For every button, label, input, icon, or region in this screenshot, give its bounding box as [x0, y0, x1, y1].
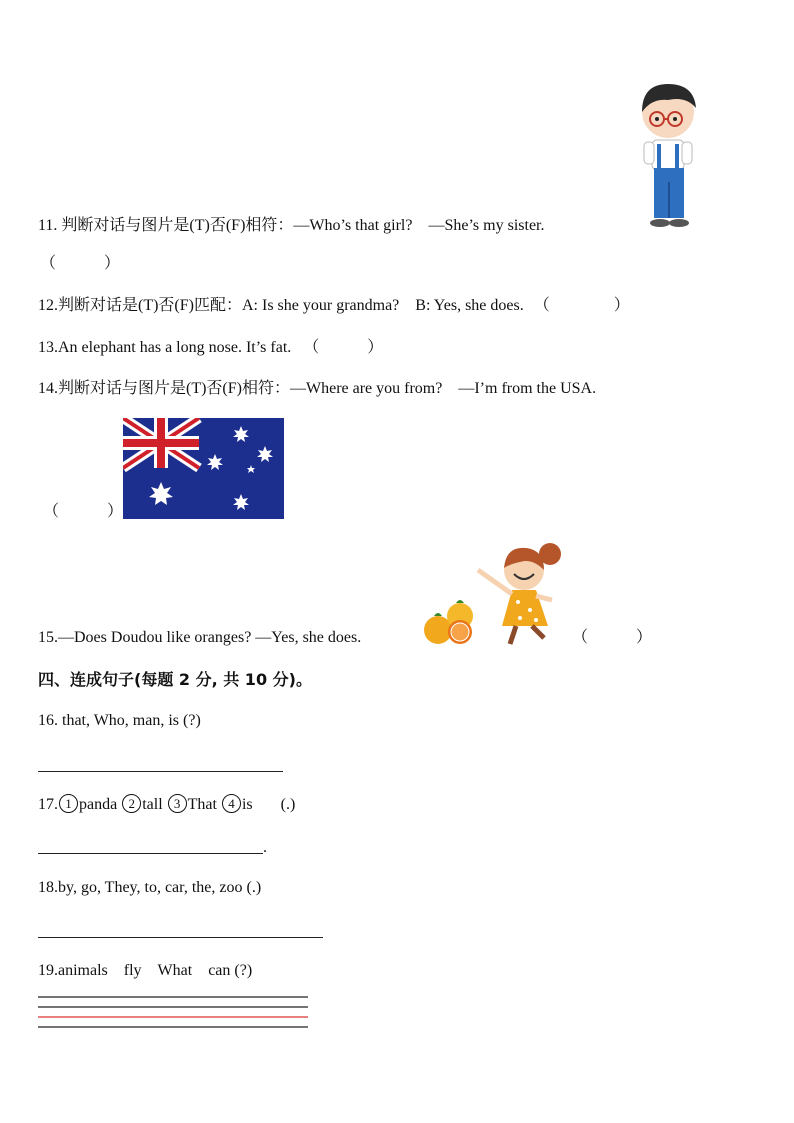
answer-17-period: .	[263, 839, 267, 856]
writing-guide-lines[interactable]	[38, 994, 308, 1030]
section-4-heading: 四、连成句子(每题 2 分, 共 10 分)。	[38, 670, 312, 689]
word-is: is	[241, 796, 253, 813]
question-18: 18.by, go, They, to, car, the, zoo (.)	[38, 879, 262, 896]
answer-paren-12[interactable]: （ ）	[533, 297, 630, 314]
answer-paren-13[interactable]: （ ）	[303, 339, 384, 356]
question-13	[38, 338, 383, 358]
question-11: 11. 判断对话与图片是(T)否(F)相符：—Who’s that girl? —She’s my sister.	[38, 217, 545, 234]
question-12	[38, 296, 630, 316]
word-panda: panda	[79, 796, 118, 813]
circled-number-4: 4	[222, 794, 241, 813]
boy-illustration	[630, 82, 705, 232]
answer-paren-11[interactable]: （ ）	[40, 255, 121, 272]
question-19: 19.animals fly What can (?)	[38, 962, 253, 979]
australia-flag-image	[123, 418, 284, 519]
answer-line-18[interactable]	[38, 937, 323, 938]
answer-paren-14[interactable]: （ ）	[43, 503, 124, 520]
circled-number-1: 1	[59, 794, 78, 813]
question-12-text: 12.判断对话是(T)否(F)匹配：A: Is she your grandma? B: Yes, she does.	[38, 297, 524, 314]
question-17-prefix: 17.	[38, 796, 58, 813]
circled-number-3: 3	[168, 794, 187, 813]
question-17	[38, 794, 295, 815]
answer-line-16[interactable]	[38, 771, 283, 772]
question-16: 16. that, Who, man, is (?)	[38, 712, 201, 729]
question-14: 14.判断对话与图片是(T)否(F)相符：—Where are you from? —I’m from the USA.	[38, 380, 597, 397]
question-15: 15.—Does Doudou like oranges? —Yes, she does.	[38, 629, 362, 646]
circled-number-2: 2	[122, 794, 141, 813]
question-17-end: (.)	[280, 796, 296, 813]
question-13-text: 13.An elephant has a long nose. It’s fat.	[38, 339, 292, 356]
girl-with-oranges-illustration	[420, 540, 568, 648]
answer-line-17[interactable]	[38, 853, 263, 854]
answer-paren-15[interactable]: （ ）	[572, 629, 653, 646]
word-that: That	[187, 796, 217, 813]
word-tall: tall	[142, 796, 163, 813]
